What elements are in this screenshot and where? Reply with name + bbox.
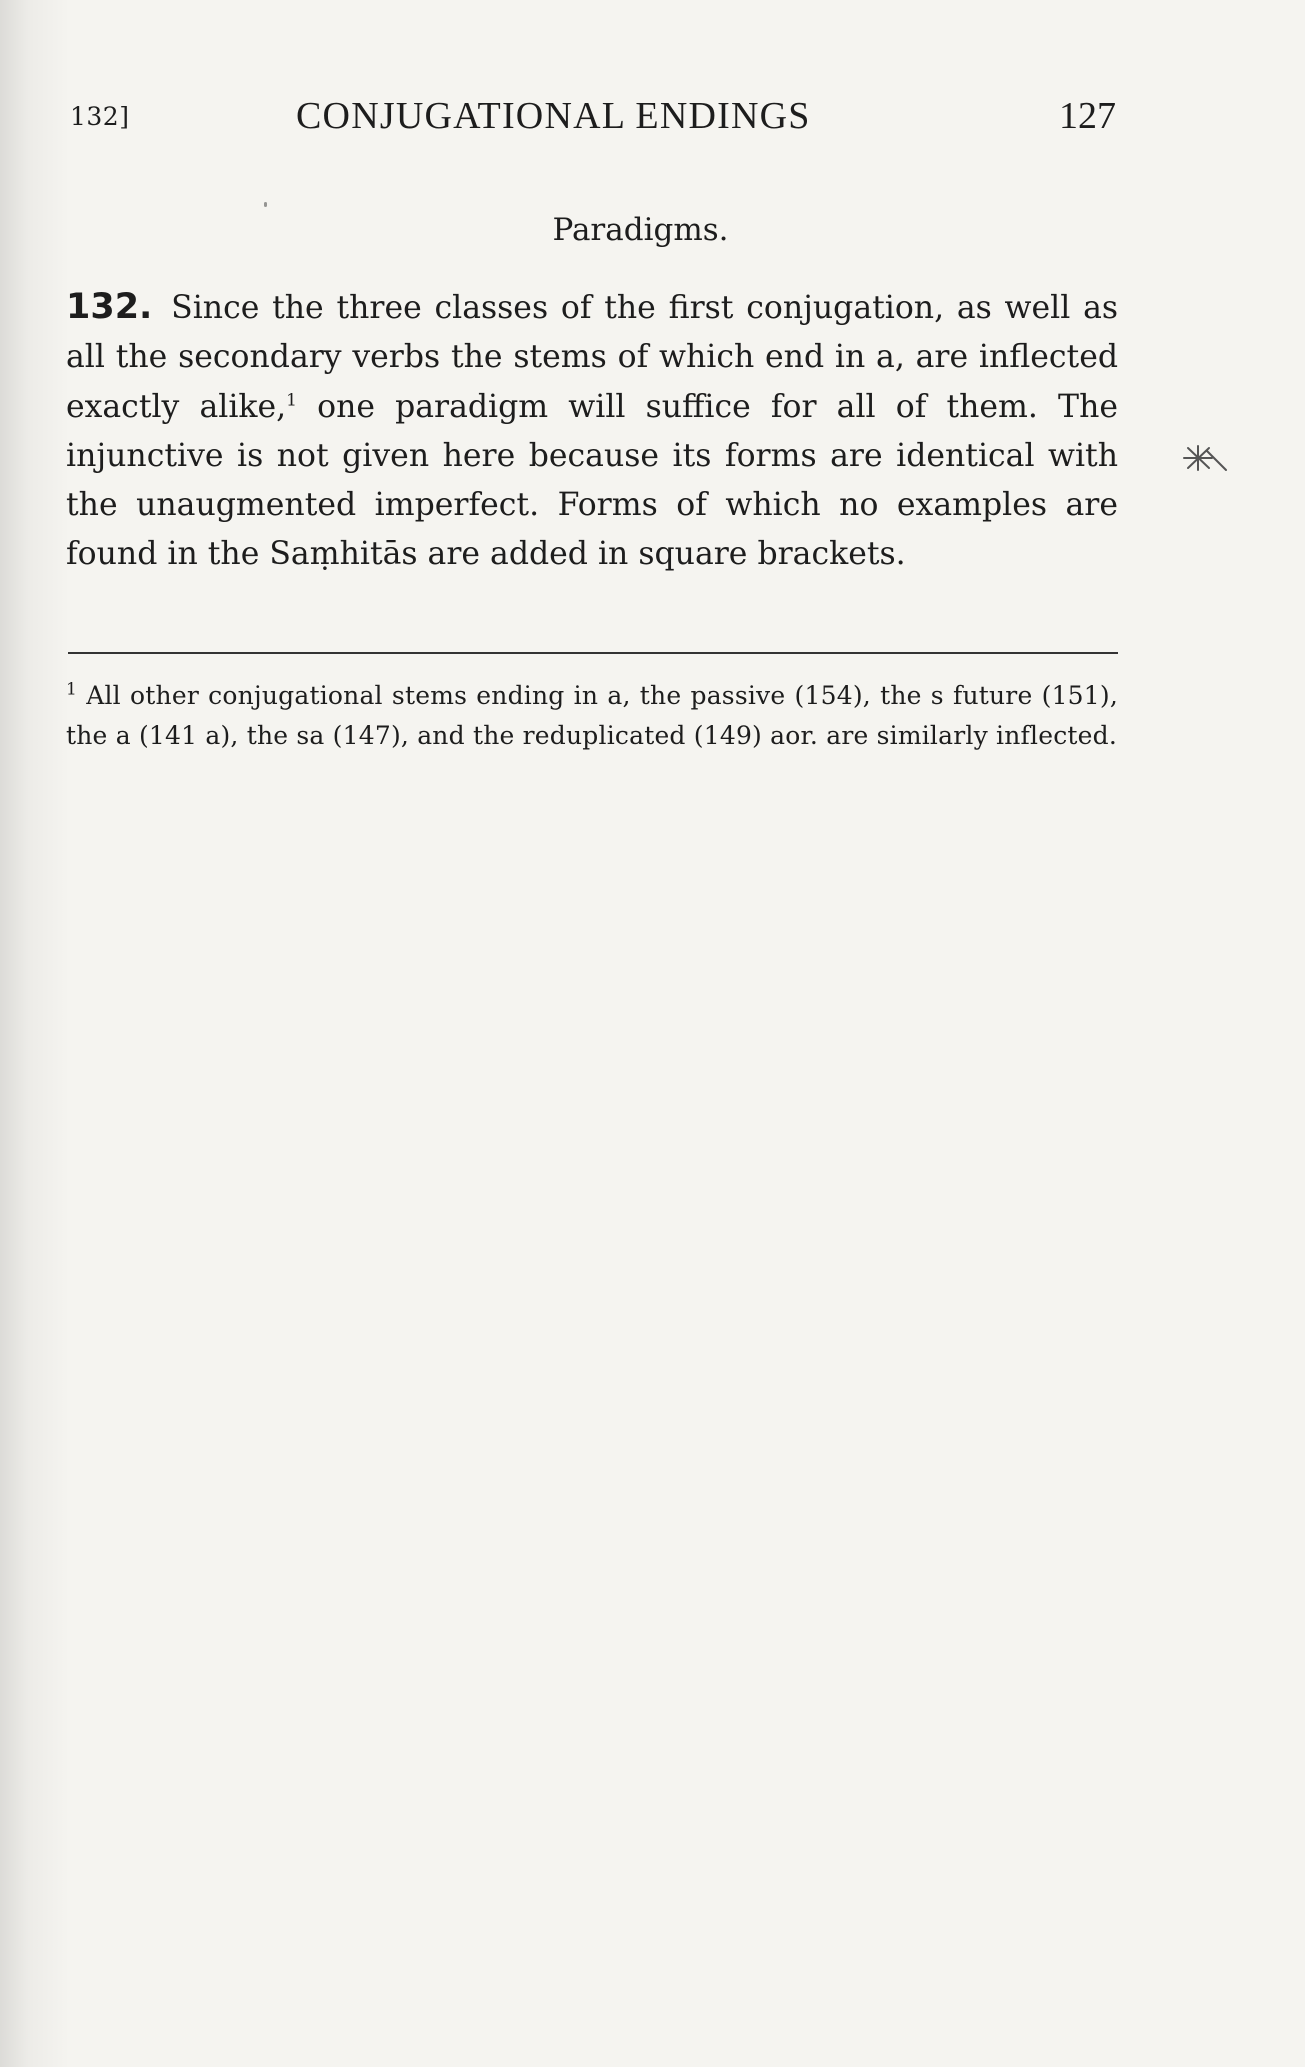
running-header [66,94,1116,138]
paragraph-132 [66,283,1118,580]
footnote-marker: 1 [66,679,78,700]
paragraph-text-part-1: Since the three classes of the first conjugation, as well as all the secondary verbs the stems of which end in a, are inflected exactly alike, [66,290,1119,425]
paragraph-text-part-2: one paradigm will suffice for all of them. The injunctive is not given here because its forms are identical with the unaugmented imperfect. Forms of which no examples are found in the Saṃhitās are added in square brackets. [66,388,1118,573]
print-speck [264,202,267,207]
section-marker: 132] [70,102,130,131]
footnote-separator [68,652,1118,654]
paragraph-number: 132. [66,287,153,327]
asterisk-mark-icon [1181,443,1229,473]
footnote-text: All other conjugational stems ending in a, the passive (154), the s future (151), the a (141 a), the sa (147), and the reduplicated (149) aor. are similarly inflected. [66,681,1118,750]
running-title: CONJUGATIONAL ENDINGS [296,95,811,137]
footnote-reference: 1 [286,390,297,411]
footnote [66,676,1118,756]
section-title-text: Paradigms. [552,212,729,248]
section-title [0,212,1305,248]
page-number: 127 [1059,95,1116,137]
